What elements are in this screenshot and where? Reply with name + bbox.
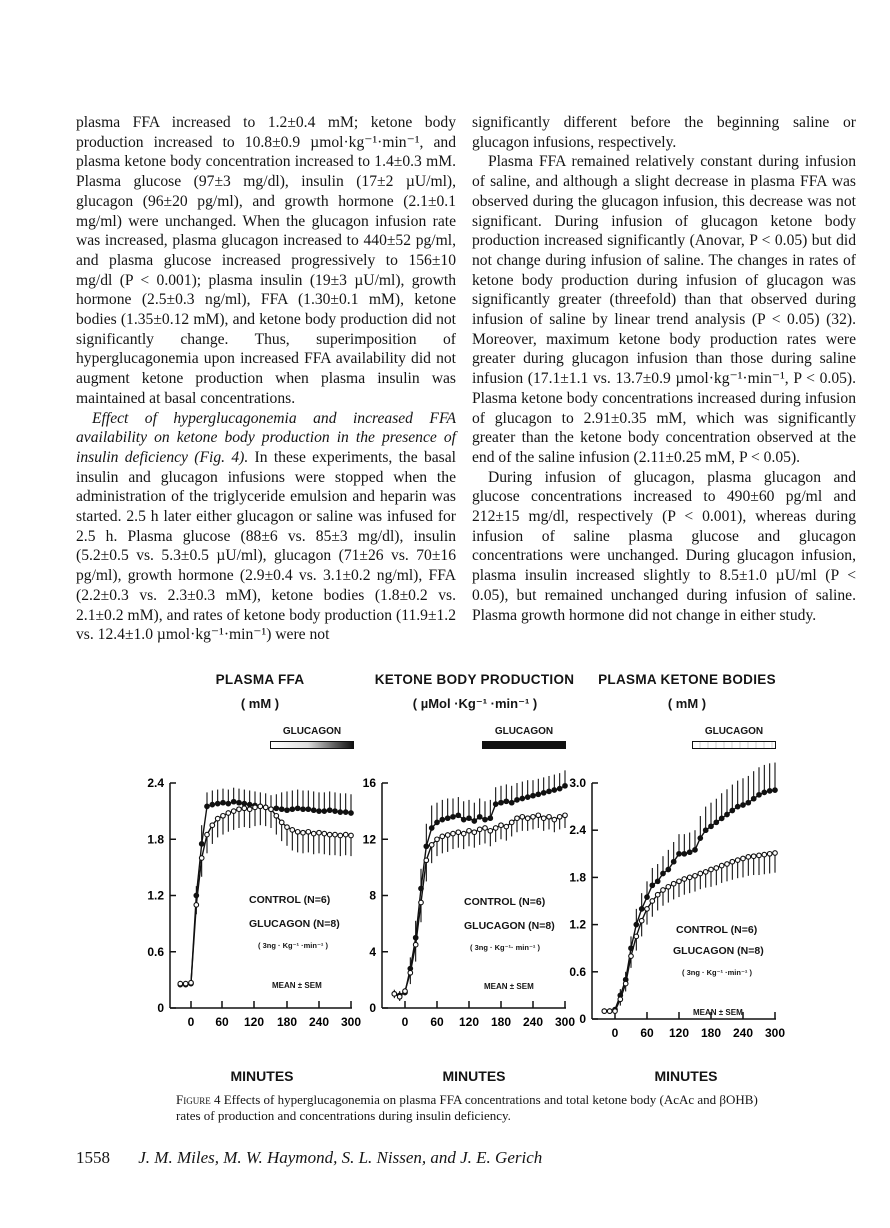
data-point bbox=[725, 862, 730, 867]
data-point bbox=[557, 815, 562, 820]
data-point bbox=[493, 802, 498, 807]
data-point bbox=[221, 814, 226, 819]
data-point bbox=[424, 844, 429, 849]
panel-title: KETONE BODY PRODUCTION bbox=[374, 672, 575, 687]
x-tick-label: 240 bbox=[732, 1026, 754, 1040]
data-point bbox=[274, 806, 279, 811]
paragraph: significantly different before the beginning saline or glucagon infusions, respectively. bbox=[472, 114, 856, 151]
y-tick-label: 4 bbox=[369, 944, 376, 959]
data-point bbox=[461, 831, 466, 836]
data-point bbox=[541, 791, 546, 796]
data-point bbox=[311, 808, 316, 813]
data-point bbox=[440, 817, 445, 822]
data-point bbox=[247, 802, 252, 807]
data-point bbox=[290, 807, 295, 812]
data-point bbox=[322, 831, 327, 836]
data-point bbox=[661, 871, 666, 876]
data-point bbox=[349, 811, 354, 816]
data-point bbox=[317, 809, 322, 814]
data-point bbox=[451, 831, 456, 836]
panel-unit: ( mM ) bbox=[667, 696, 707, 711]
data-point bbox=[639, 907, 644, 912]
paragraph bbox=[76, 409, 456, 645]
data-point bbox=[531, 793, 536, 798]
left-text-column bbox=[76, 113, 456, 645]
data-point bbox=[237, 800, 242, 805]
data-point bbox=[698, 871, 703, 876]
data-point bbox=[445, 833, 450, 838]
data-point bbox=[682, 877, 687, 882]
data-point bbox=[194, 903, 199, 908]
data-point bbox=[210, 802, 215, 807]
x-tick-label: 180 bbox=[490, 1015, 512, 1029]
data-point bbox=[269, 807, 274, 812]
data-point bbox=[279, 820, 284, 825]
page-footer bbox=[76, 1148, 542, 1168]
data-point bbox=[226, 811, 231, 816]
data-point bbox=[741, 856, 746, 861]
series-line bbox=[604, 790, 775, 1011]
data-point bbox=[456, 813, 461, 818]
data-point bbox=[719, 863, 724, 868]
y-tick-label: 1.2 bbox=[147, 888, 164, 903]
data-point bbox=[547, 815, 552, 820]
data-point bbox=[493, 826, 498, 831]
data-point bbox=[677, 852, 682, 857]
data-point bbox=[263, 805, 268, 810]
x-axis-label: MINUTES bbox=[442, 1068, 506, 1084]
y-tick-label: 1.8 bbox=[147, 832, 164, 847]
data-point bbox=[639, 918, 644, 923]
data-point bbox=[709, 824, 714, 829]
data-point bbox=[623, 981, 628, 986]
data-point bbox=[703, 828, 708, 833]
data-point bbox=[215, 816, 220, 821]
data-point bbox=[751, 796, 756, 801]
data-point bbox=[520, 796, 525, 801]
x-tick-label: 300 bbox=[764, 1026, 786, 1040]
infusion-rate: ( 3ng · Kg⁻¹· min⁻¹ ) bbox=[470, 943, 540, 952]
data-point bbox=[343, 832, 348, 837]
figure-plots bbox=[0, 665, 890, 1085]
data-point bbox=[435, 820, 440, 825]
page-number: 1558 bbox=[76, 1148, 110, 1167]
data-point bbox=[467, 829, 472, 834]
data-point bbox=[499, 823, 504, 828]
data-point bbox=[725, 812, 730, 817]
data-point bbox=[210, 823, 215, 828]
data-point bbox=[392, 992, 397, 997]
data-point bbox=[563, 784, 568, 789]
data-point bbox=[349, 833, 354, 838]
data-point bbox=[467, 816, 472, 821]
data-point bbox=[322, 809, 327, 814]
section-heading: Effect of hyperglucagonemia and increased FFA availability on ketone body production in the presence of insulin deficiency (Fig. 4). bbox=[76, 409, 456, 466]
data-point bbox=[618, 997, 623, 1002]
data-point bbox=[338, 810, 343, 815]
data-point bbox=[757, 793, 762, 798]
data-point bbox=[509, 800, 514, 805]
data-point bbox=[451, 815, 456, 820]
data-point bbox=[693, 874, 698, 879]
mean-sem-note: MEAN ± SEM bbox=[484, 982, 534, 991]
paragraph-body: In these experiments, the basal insulin and glucagon infusions were stopped when the administration of the triglyceride emulsion and heparin was started. 2.5 h later either glucagon or saline was infused for 2.5 h. Plasma glucose (88±6 vs. 85±3 mg/dl), insulin (5.2±0.5 vs. 5.3±0.5 µU/ml), glucagon (71±26 vs. 70±16 pg/ml), growth hormone (2.9±0.4 vs. 3.1±0.2 ng/ml), FFA (2.2±0.3 vs. 2.3±0.3 mM), ketone bodies (1.8±0.2 vs. 2.1±0.2 mM), and rates of ketone body production (11.9±1.2 vs. 12.4±1.0 µmol·kg⁻¹·min⁻¹) were not bbox=[76, 448, 456, 644]
x-tick-label: 120 bbox=[458, 1015, 480, 1029]
x-tick-label: 0 bbox=[611, 1026, 619, 1040]
data-point bbox=[746, 855, 751, 860]
data-point bbox=[456, 830, 461, 835]
data-point bbox=[301, 830, 306, 835]
right-text-column bbox=[472, 113, 856, 625]
y-tick-label: 1.8 bbox=[569, 870, 586, 885]
data-point bbox=[757, 853, 762, 858]
data-point bbox=[730, 859, 735, 864]
x-tick-label: 180 bbox=[276, 1015, 298, 1029]
data-point bbox=[499, 800, 504, 805]
data-point bbox=[403, 989, 408, 994]
data-point bbox=[199, 856, 204, 861]
x-tick-label: 240 bbox=[522, 1015, 544, 1029]
data-point bbox=[301, 807, 306, 812]
data-point bbox=[343, 810, 348, 815]
data-point bbox=[698, 836, 703, 841]
y-tick-label: 8 bbox=[369, 888, 376, 903]
data-point bbox=[327, 808, 332, 813]
x-tick-label: 0 bbox=[401, 1015, 409, 1029]
y-tick-label: 0.6 bbox=[147, 944, 164, 959]
mean-sem-note: MEAN ± SEM bbox=[693, 1008, 743, 1017]
data-point bbox=[488, 816, 493, 821]
data-point bbox=[440, 834, 445, 839]
y-tick-label: 0 bbox=[157, 1001, 164, 1015]
data-point bbox=[666, 885, 671, 890]
data-point bbox=[472, 830, 477, 835]
data-point bbox=[183, 981, 188, 986]
data-point bbox=[515, 816, 520, 821]
data-point bbox=[226, 801, 231, 806]
paragraph: Plasma FFA remained relatively constant during infusion of saline, and although a slight decrease in plasma FFA was observed during the glucagon infusion, this decrease was not significant. During infusion of glucagon ketone body production increased significantly (Anovar, P < 0.05) but did not change during infusion of saline. The changes in rates of ketone body production during infusion of glucagon was significantly greater (threefold) than that observed during infusion of saline by linear trend analysis (P < 0.05) (32). Moreover, maximum ketone body production rates were greater during glucagon infusion than those during saline infusion (17.1±1.1 vs. 13.7±0.9 µmol·kg⁻¹·min⁻¹, P < 0.05). Plasma ketone body concentrations increased during infusion of glucagon to 2.91±0.35 mM, which was significantly greater than the ketone body concentration observed at the end of the saline infusion (2.11±0.25 mM, P < 0.05). bbox=[472, 153, 856, 466]
data-point bbox=[541, 816, 546, 821]
data-point bbox=[730, 808, 735, 813]
data-point bbox=[477, 815, 482, 820]
figure-4 bbox=[0, 665, 890, 1085]
data-point bbox=[671, 859, 676, 864]
data-point bbox=[677, 879, 682, 884]
data-point bbox=[429, 826, 434, 831]
y-tick-label: 2.4 bbox=[569, 823, 586, 838]
data-point bbox=[687, 875, 692, 880]
data-point bbox=[333, 832, 338, 837]
data-point bbox=[504, 799, 509, 804]
panel-title: PLASMA FFA bbox=[215, 672, 305, 687]
data-point bbox=[397, 995, 402, 1000]
data-point bbox=[231, 809, 236, 814]
data-point bbox=[247, 807, 252, 812]
data-point bbox=[237, 807, 242, 812]
data-point bbox=[258, 804, 263, 809]
data-point bbox=[607, 1009, 612, 1014]
x-tick-label: 60 bbox=[215, 1015, 229, 1029]
data-point bbox=[274, 814, 279, 819]
x-tick-label: 300 bbox=[554, 1015, 576, 1029]
y-tick-label: 0.6 bbox=[569, 964, 586, 979]
infusion-label: GLUCAGON bbox=[704, 726, 764, 737]
legend-glucagon: GLUCAGON (N=8) bbox=[673, 945, 764, 957]
data-point bbox=[504, 824, 509, 829]
data-point bbox=[767, 852, 772, 857]
x-axis-label: MINUTES bbox=[654, 1068, 718, 1084]
data-point bbox=[687, 850, 692, 855]
data-point bbox=[762, 790, 767, 795]
data-point bbox=[525, 816, 530, 821]
panel-title: PLASMA KETONE BODIES bbox=[598, 672, 776, 687]
data-point bbox=[424, 858, 429, 863]
data-point bbox=[290, 828, 295, 833]
data-point bbox=[557, 786, 562, 791]
y-tick-label: 0 bbox=[369, 1001, 376, 1015]
data-point bbox=[515, 798, 520, 803]
data-point bbox=[762, 852, 767, 857]
y-tick-label: 16 bbox=[362, 776, 376, 790]
data-point bbox=[650, 883, 655, 888]
infusion-label: GLUCAGON bbox=[494, 726, 554, 737]
infusion-rate: ( 3ng · Kg⁻¹ ·min⁻¹ ) bbox=[258, 941, 328, 950]
legend-control: CONTROL (N=6) bbox=[464, 896, 546, 908]
data-point bbox=[242, 806, 247, 811]
x-tick-label: 180 bbox=[700, 1026, 722, 1040]
data-point bbox=[311, 831, 316, 836]
data-point bbox=[525, 795, 530, 800]
data-point bbox=[306, 830, 311, 835]
y-tick-label: 12 bbox=[362, 832, 376, 847]
legend-control: CONTROL (N=6) bbox=[676, 924, 758, 936]
data-point bbox=[279, 807, 284, 812]
data-point bbox=[634, 922, 639, 927]
data-point bbox=[735, 804, 740, 809]
caption-text: Effects of hyperglucagonemia on plasma FFA concentrations and total ketone body (AcAc and βOHB) rates of production and concentrations during insulin deficiency. bbox=[176, 1092, 758, 1123]
data-point bbox=[483, 826, 488, 831]
y-tick-label: 3.0 bbox=[569, 776, 586, 790]
x-tick-label: 0 bbox=[187, 1015, 195, 1029]
data-point bbox=[408, 971, 413, 976]
data-point bbox=[773, 851, 778, 856]
y-tick-label: 2.4 bbox=[147, 776, 164, 790]
data-point bbox=[317, 830, 322, 835]
data-point bbox=[199, 842, 204, 847]
data-point bbox=[178, 981, 183, 986]
x-tick-label: 120 bbox=[668, 1026, 690, 1040]
x-tick-label: 300 bbox=[340, 1015, 362, 1029]
data-point bbox=[215, 801, 220, 806]
legend-glucagon: GLUCAGON (N=8) bbox=[249, 918, 340, 930]
data-point bbox=[221, 800, 226, 805]
data-point bbox=[483, 817, 488, 822]
data-point bbox=[773, 788, 778, 793]
data-point bbox=[295, 830, 300, 835]
panel-unit: ( mM ) bbox=[240, 696, 280, 711]
data-point bbox=[655, 879, 660, 884]
data-point bbox=[650, 899, 655, 904]
data-point bbox=[536, 792, 541, 797]
data-point bbox=[661, 888, 666, 893]
figure-caption bbox=[176, 1092, 776, 1123]
data-point bbox=[520, 815, 525, 820]
data-point bbox=[429, 843, 434, 848]
data-point bbox=[666, 867, 671, 872]
data-point bbox=[536, 813, 541, 818]
data-point bbox=[253, 805, 258, 810]
data-point bbox=[645, 907, 650, 912]
data-point bbox=[445, 816, 450, 821]
data-point bbox=[735, 858, 740, 863]
panel-unit: ( µMol ·Kg⁻¹ ·min⁻¹ ) bbox=[412, 696, 538, 711]
data-point bbox=[461, 817, 466, 822]
data-point bbox=[472, 819, 477, 824]
data-point bbox=[285, 825, 290, 830]
x-tick-label: 120 bbox=[243, 1015, 265, 1029]
x-tick-label: 60 bbox=[430, 1015, 444, 1029]
data-point bbox=[477, 827, 482, 832]
data-point bbox=[435, 837, 440, 842]
data-point bbox=[531, 815, 536, 820]
data-point bbox=[306, 807, 311, 812]
data-point bbox=[714, 820, 719, 825]
data-point bbox=[509, 820, 514, 825]
data-point bbox=[205, 832, 210, 837]
data-point bbox=[709, 867, 714, 872]
data-point bbox=[751, 854, 756, 859]
data-point bbox=[741, 803, 746, 808]
data-point bbox=[629, 954, 634, 959]
data-point bbox=[338, 833, 343, 838]
figure-label: Figure 4 bbox=[176, 1092, 221, 1107]
y-tick-label: 0 bbox=[579, 1012, 586, 1026]
data-point bbox=[231, 799, 236, 804]
data-point bbox=[671, 881, 676, 886]
data-point bbox=[205, 804, 210, 809]
data-point bbox=[746, 800, 751, 805]
data-point bbox=[767, 789, 772, 794]
x-axis-label: MINUTES bbox=[230, 1068, 294, 1084]
data-point bbox=[419, 900, 424, 905]
data-point bbox=[327, 832, 332, 837]
data-point bbox=[602, 1009, 607, 1014]
infusion-label: GLUCAGON bbox=[282, 726, 342, 737]
mean-sem-note: MEAN ± SEM bbox=[272, 981, 322, 990]
data-point bbox=[613, 1009, 618, 1014]
data-point bbox=[295, 806, 300, 811]
data-point bbox=[285, 808, 290, 813]
authors-running-head: J. M. Miles, M. W. Haymond, S. L. Nissen, and J. E. Gerich bbox=[138, 1148, 543, 1167]
x-tick-label: 240 bbox=[308, 1015, 330, 1029]
data-point bbox=[488, 829, 493, 834]
x-tick-label: 60 bbox=[640, 1026, 654, 1040]
data-point bbox=[552, 788, 557, 793]
legend-glucagon: GLUCAGON (N=8) bbox=[464, 920, 555, 932]
data-point bbox=[333, 809, 338, 814]
data-point bbox=[552, 817, 557, 822]
y-tick-label: 1.2 bbox=[569, 917, 586, 932]
data-point bbox=[547, 789, 552, 794]
data-point bbox=[645, 895, 650, 900]
infusion-rate: ( 3ng · Kg⁻¹ ·min⁻¹ ) bbox=[682, 968, 752, 977]
data-point bbox=[714, 866, 719, 871]
data-point bbox=[242, 801, 247, 806]
data-point bbox=[563, 813, 568, 818]
data-point bbox=[703, 870, 708, 875]
data-point bbox=[719, 816, 724, 821]
paragraph: plasma FFA increased to 1.2±0.4 mM; ketone body production increased to 10.8±0.9 µmol·kg⁻¹·min⁻¹, and plasma ketone body concentration increased to 1.4±0.3 mM. Plasma glucose (97±3 mg/dl), insulin (17±2 µU/ml), glucagon (96±20 pg/ml), and growth hormone (2.1±0.1 mg/ml) were unchanged. When the glucagon infusion rate was increased, plasma glucagon increased to 440±52 pg/ml, and plasma glucose increased progressively to 156±10 mg/dl (P < 0.001); plasma insulin (19±3 µU/ml), growth hormone (2.5±0.3 ng/ml), FFA (1.30±0.1 mM), ketone bodies (1.35±0.12 mM), and ketone body production did not significantly change. Thus, superimposition of hyperglucagonemia upon increased FFA availability did not augment ketone production when plasma insulin was maintained at basal concentrations. bbox=[76, 114, 456, 407]
paragraph: During infusion of glucagon, plasma glucagon and glucose concentrations increased to 490±60 pg/ml and 212±15 mg/dl, respectively (P < 0.001), whereas during infusion of saline plasma glucose and glucagon concentrations were unchanged. During glucagon infusion, plasma insulin increased slightly to 8.5±1.0 µU/ml (P < 0.05), but remained unchanged during infusion of saline. Plasma growth hormone did not change in either study. bbox=[472, 468, 856, 624]
legend-control: CONTROL (N=6) bbox=[249, 894, 331, 906]
data-point bbox=[693, 848, 698, 853]
data-point bbox=[189, 980, 194, 985]
data-point bbox=[634, 934, 639, 939]
data-point bbox=[682, 852, 687, 857]
data-point bbox=[655, 892, 660, 897]
data-point bbox=[413, 942, 418, 947]
